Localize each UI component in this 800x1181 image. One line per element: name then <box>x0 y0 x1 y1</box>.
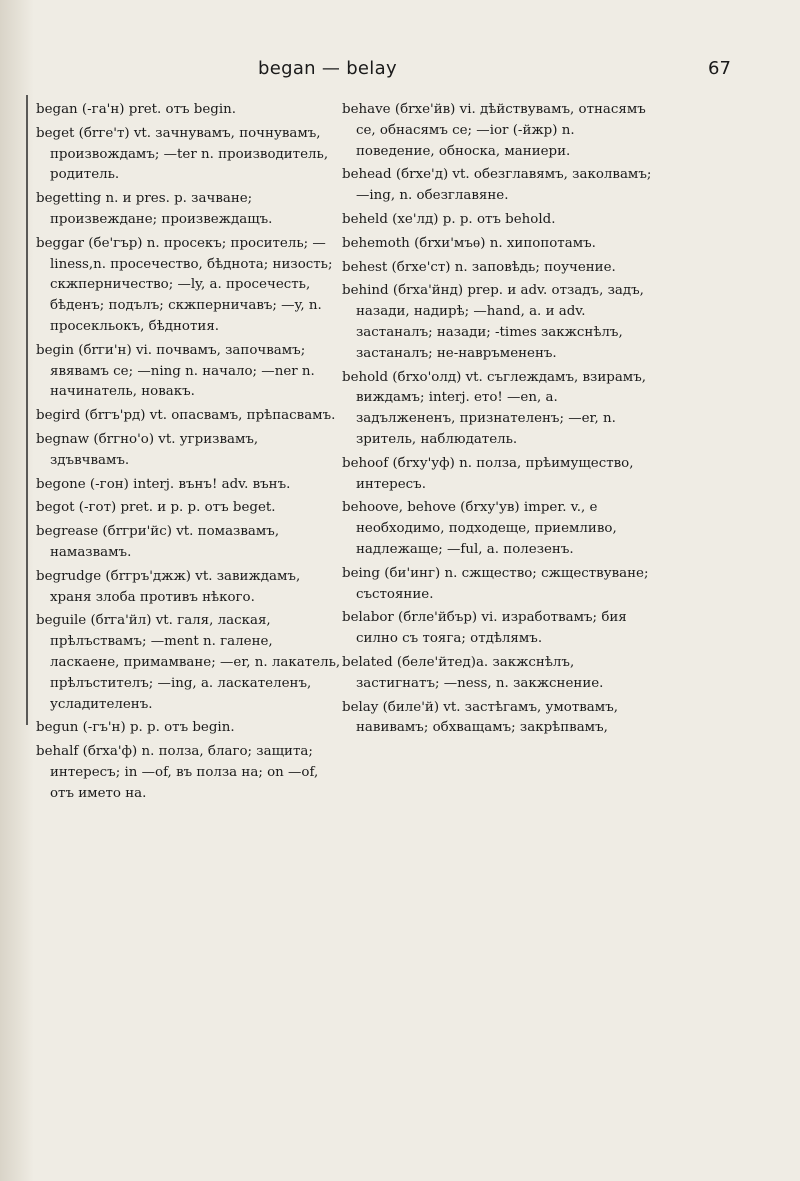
dictionary-entry: beget (бrге'т) vt. зачнувамъ, почнувамъ, произвождамъ; —ter n. производитель, родитель. <box>36 125 329 183</box>
gutter-rule <box>26 95 28 725</box>
dictionary-entry: belated (беле'йтед)a. закжснѣлъ, застигнатъ; —ness, n. закжснение. <box>342 654 604 691</box>
binding-gutter <box>0 0 34 1181</box>
dictionary-entry: behind (бrха'йнд) prep. и adv. отзадъ, задъ, назади, надирѣ; —hand, a. и adv. застаналъ; назади; -times закжснѣлъ, застаналъ; не-навръмененъ. <box>342 283 644 361</box>
dictionary-entry: beguile (бrга'йл) vt. галя, лаская, прѣлъствамъ; —ment n. галене, ласкаене, примамване; —er, n. лакатель, прѣлъстителъ; —ing, a. ласкателенъ, усладителенъ. <box>36 613 341 712</box>
dictionary-entry: begrudge (бrгръ'джж) vt. завиждамъ, храня злоба противъ нѣкого. <box>36 568 301 605</box>
right-column <box>342 100 654 742</box>
dictionary-entry: behold (бrхо'олд) vt. съглеждамъ, взирамъ, виждамъ; interj. ето! —en, a. задължененъ, признателенъ; —er, n. зритель, наблюдатель. <box>342 369 647 447</box>
dictionary-entry: behead (бrхе'д) vt. обезглавямъ, заколвамъ; —ing, n. обезглавяне. <box>342 167 652 204</box>
page-header <box>0 58 800 88</box>
dictionary-entry: belay (биле'й) vt. застѣгамъ, умотвамъ, навивамъ; обхващамъ; закрѣпвамъ, <box>342 699 618 736</box>
dictionary-entry: begin (бrги'н) vi. почвамъ, започвамъ; явявамъ се; —ning n. начало; —ner n. начинатель, новакъ. <box>36 342 315 400</box>
dictionary-entry: behave (бrхе'йв) vi. дѣйствувамъ, отнасямъ се, обнасямъ се; —ior (-йжр) n. поведение, обноска, маниери. <box>342 102 646 159</box>
dictionary-entry: behalf (бrха'ф) n. полза, благо; защита; интересъ; in —of, въ полза на; on —of, отъ името на. <box>36 744 319 801</box>
dictionary-entry: belabor (бrле'йбър) vi. изработвамъ; бия силно съ тояга; отдѣлямъ. <box>342 610 627 647</box>
dictionary-entry: begird (бrгъ'рд) vt. опасвамъ, прѣпасвамъ. <box>36 408 336 424</box>
dictionary-entry: behemoth (бrхи'мъѳ) n. хипопотамъ. <box>342 235 596 251</box>
dictionary-entry: beheld (хе'лд) p. p. отъ behold. <box>342 211 556 227</box>
dictionary-entry: being (би'инг) n. сжщество; сжществуване; състояние. <box>342 565 649 602</box>
dictionary-entry: begot (-гот) pret. и p. p. отъ beget. <box>36 500 276 516</box>
left-column <box>36 100 341 808</box>
dictionary-entry: behest (бrхе'ст) n. заповѣдь; поучение. <box>342 259 616 275</box>
dictionary-entry: began (-га'н) pret. отъ begin. <box>36 102 237 117</box>
dictionary-entry: begrease (бrгри'йс) vt. помазвамъ, намазвамъ. <box>36 524 280 560</box>
dictionary-entry: behoove, behove (бrху'ув) imper. v., е необходимо, подходеще, приемливо, надлежаще; —ful, a. полезенъ. <box>342 500 617 557</box>
dictionary-entry: behoof (бrху'уф) n. полза, прѣимущество, интересъ. <box>342 455 634 492</box>
dictionary-entry: begnaw (бrгно'о) vt. угризвамъ, здъвчвамъ. <box>36 431 259 468</box>
dictionary-entry: begun (-гъ'н) p. p. отъ begin. <box>36 720 235 736</box>
page-number: 67 <box>708 58 731 79</box>
dictionary-entry: begetting n. и pres. p. зачване; произвеждане; произвеждащъ. <box>36 191 273 227</box>
dictionary-entry: beggar (бе'гър) n. просекъ; проситель; —liness,n. просечество, бѣднота; низость; скжперничество; —ly, a. просечесть, бѣденъ; подълъ; скжперничавъ; —y, n. просекльокъ, бѣднотия. <box>36 235 333 334</box>
running-head: began — belay <box>258 58 397 79</box>
dictionary-entry: begone (-гон) interj. вънъ! adv. вънъ. <box>36 476 291 492</box>
